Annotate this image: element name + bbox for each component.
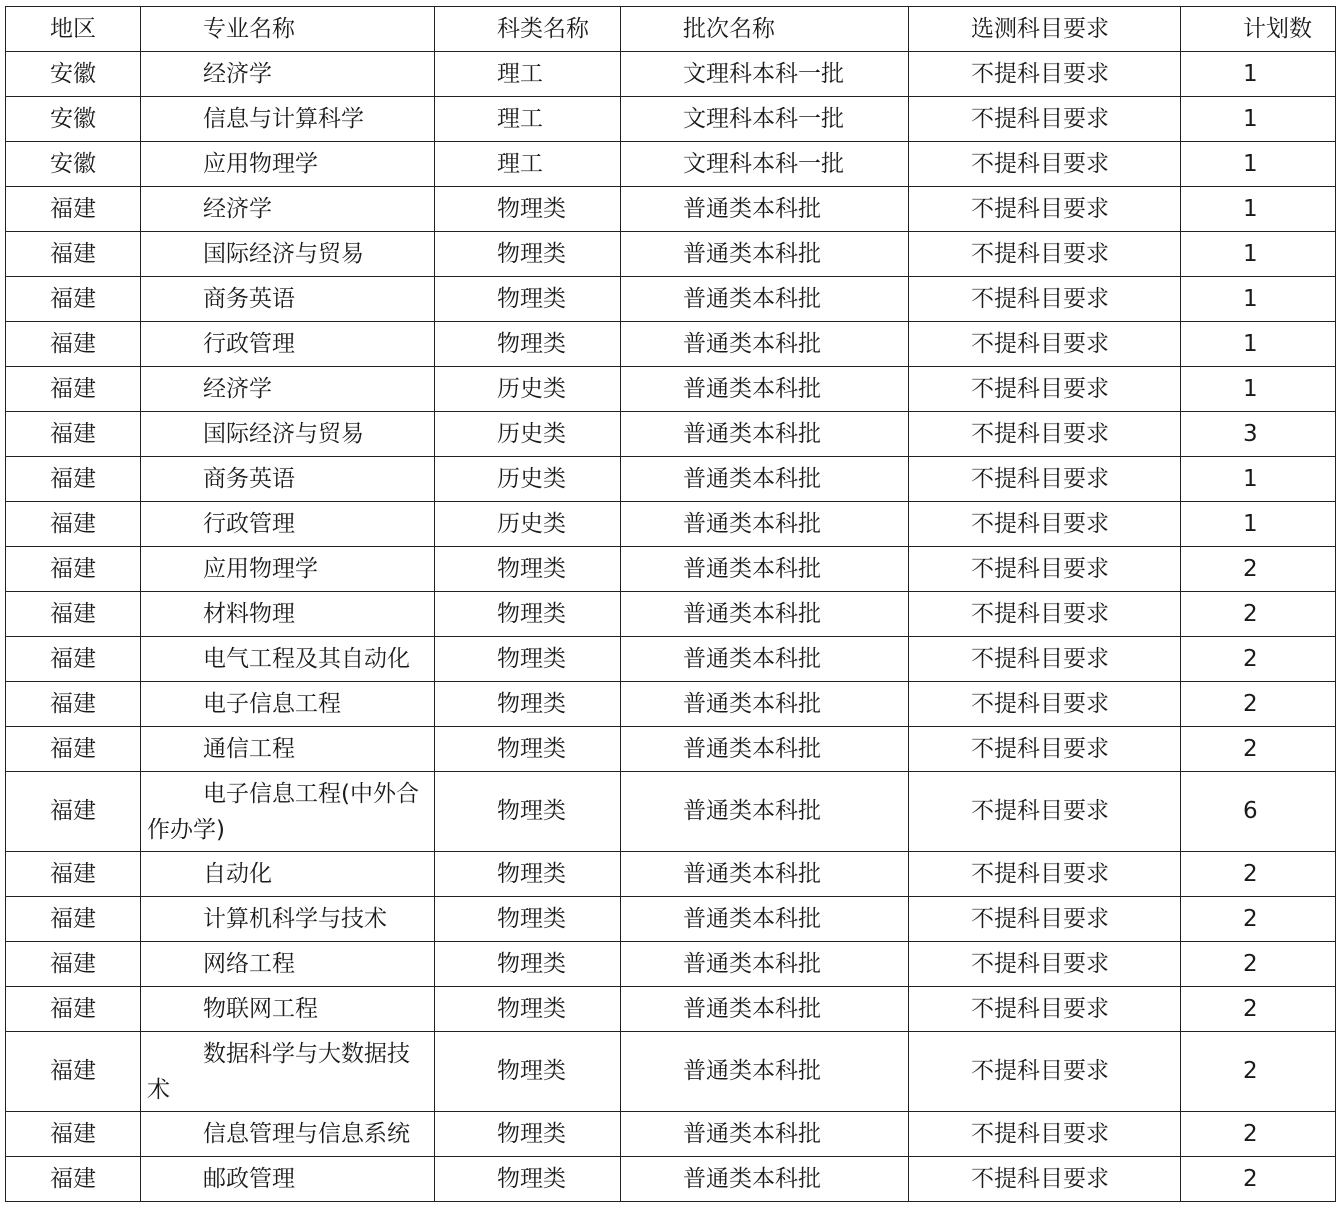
plan-count-cell: 2 <box>1181 987 1336 1032</box>
major-cell <box>141 277 435 322</box>
subject-category-cell: 物理类 <box>435 547 621 592</box>
subject-category-cell: 理工 <box>435 52 621 97</box>
header-row <box>6 7 1336 52</box>
requirement-cell: 不提科目要求 <box>909 277 1181 322</box>
requirement-cell: 不提科目要求 <box>909 187 1181 232</box>
requirement-cell: 不提科目要求 <box>909 852 1181 897</box>
plan-count-cell: 2 <box>1181 727 1336 772</box>
table-row <box>6 637 1336 682</box>
plan-count-cell: 2 <box>1181 942 1336 987</box>
plan-count-cell: 2 <box>1181 1157 1336 1202</box>
subject-category-cell: 历史类 <box>435 457 621 502</box>
major-text: 电气工程及其自动化 <box>203 645 410 672</box>
region-cell: 福建 <box>6 987 141 1032</box>
header-count: 计划数 <box>1181 7 1336 52</box>
batch-cell: 普通类本科批 <box>621 412 909 457</box>
region-cell: 福建 <box>6 1112 141 1157</box>
major-cell <box>141 502 435 547</box>
table-row <box>6 412 1336 457</box>
subject-category-cell: 物理类 <box>435 232 621 277</box>
plan-count-cell: 1 <box>1181 232 1336 277</box>
major-cell <box>141 637 435 682</box>
subject-category-cell: 物理类 <box>435 277 621 322</box>
batch-cell: 普通类本科批 <box>621 682 909 727</box>
table-row <box>6 942 1336 987</box>
major-cell <box>141 942 435 987</box>
major-cell <box>141 1112 435 1157</box>
batch-cell: 文理科本科一批 <box>621 97 909 142</box>
major-text: 行政管理 <box>203 330 295 357</box>
subject-category-cell: 理工 <box>435 97 621 142</box>
batch-cell: 普通类本科批 <box>621 232 909 277</box>
major-cell <box>141 412 435 457</box>
batch-cell: 普通类本科批 <box>621 187 909 232</box>
table-row <box>6 1112 1336 1157</box>
batch-cell: 普通类本科批 <box>621 367 909 412</box>
major-text: 信息与计算科学 <box>203 105 364 132</box>
batch-cell: 普通类本科批 <box>621 277 909 322</box>
plan-count-cell: 1 <box>1181 457 1336 502</box>
batch-cell: 普通类本科批 <box>621 942 909 987</box>
subject-category-cell: 历史类 <box>435 367 621 412</box>
region-cell: 福建 <box>6 637 141 682</box>
major-cell <box>141 322 435 367</box>
table-row <box>6 232 1336 277</box>
major-text: 电子信息工程(中外合作办学) <box>147 780 419 843</box>
region-cell: 福建 <box>6 942 141 987</box>
region-cell: 福建 <box>6 547 141 592</box>
plan-count-cell: 1 <box>1181 322 1336 367</box>
table-row <box>6 187 1336 232</box>
subject-category-cell: 历史类 <box>435 412 621 457</box>
table-row <box>6 727 1336 772</box>
batch-cell: 普通类本科批 <box>621 1112 909 1157</box>
region-cell: 福建 <box>6 897 141 942</box>
major-cell <box>141 1157 435 1202</box>
major-cell <box>141 727 435 772</box>
subject-category-cell: 物理类 <box>435 897 621 942</box>
plan-count-cell: 2 <box>1181 852 1336 897</box>
requirement-cell: 不提科目要求 <box>909 637 1181 682</box>
plan-count-cell: 2 <box>1181 682 1336 727</box>
subject-category-cell: 物理类 <box>435 682 621 727</box>
major-cell <box>141 987 435 1032</box>
requirement-cell: 不提科目要求 <box>909 502 1181 547</box>
subject-category-cell: 物理类 <box>435 1032 621 1112</box>
requirement-cell: 不提科目要求 <box>909 727 1181 772</box>
requirement-cell: 不提科目要求 <box>909 942 1181 987</box>
header-batch: 批次名称 <box>621 7 909 52</box>
header-region: 地区 <box>6 7 141 52</box>
major-text: 材料物理 <box>203 600 295 627</box>
major-cell <box>141 772 435 852</box>
subject-category-cell: 物理类 <box>435 852 621 897</box>
table-row <box>6 52 1336 97</box>
header-subject: 科类名称 <box>435 7 621 52</box>
plan-count-cell: 2 <box>1181 637 1336 682</box>
table-row <box>6 592 1336 637</box>
plan-count-cell: 3 <box>1181 412 1336 457</box>
major-text: 国际经济与贸易 <box>203 420 364 447</box>
major-text: 行政管理 <box>203 510 295 537</box>
major-cell <box>141 1032 435 1112</box>
major-text: 物联网工程 <box>203 995 318 1022</box>
region-cell: 福建 <box>6 502 141 547</box>
major-cell <box>141 97 435 142</box>
major-text: 经济学 <box>203 195 272 222</box>
requirement-cell: 不提科目要求 <box>909 772 1181 852</box>
plan-count-cell: 1 <box>1181 367 1336 412</box>
table-row <box>6 502 1336 547</box>
major-cell <box>141 232 435 277</box>
region-cell: 福建 <box>6 772 141 852</box>
table-row <box>6 277 1336 322</box>
plan-count-cell: 1 <box>1181 502 1336 547</box>
major-text: 经济学 <box>203 60 272 87</box>
region-cell: 福建 <box>6 322 141 367</box>
region-cell: 福建 <box>6 852 141 897</box>
subject-category-cell: 物理类 <box>435 1112 621 1157</box>
batch-cell: 文理科本科一批 <box>621 142 909 187</box>
table-body <box>6 7 1336 1202</box>
major-cell <box>141 142 435 187</box>
requirement-cell: 不提科目要求 <box>909 412 1181 457</box>
batch-cell: 普通类本科批 <box>621 592 909 637</box>
table-row <box>6 897 1336 942</box>
major-cell <box>141 852 435 897</box>
major-cell <box>141 897 435 942</box>
major-text: 商务英语 <box>203 465 295 492</box>
major-text: 信息管理与信息系统 <box>203 1120 410 1147</box>
plan-count-cell: 2 <box>1181 547 1336 592</box>
batch-cell: 普通类本科批 <box>621 547 909 592</box>
subject-category-cell: 物理类 <box>435 987 621 1032</box>
batch-cell: 普通类本科批 <box>621 457 909 502</box>
plan-count-cell: 2 <box>1181 592 1336 637</box>
table-row <box>6 772 1336 852</box>
major-text: 自动化 <box>203 860 272 887</box>
requirement-cell: 不提科目要求 <box>909 232 1181 277</box>
batch-cell: 文理科本科一批 <box>621 52 909 97</box>
major-cell <box>141 592 435 637</box>
table-row <box>6 322 1336 367</box>
requirement-cell: 不提科目要求 <box>909 682 1181 727</box>
major-cell <box>141 682 435 727</box>
batch-cell: 普通类本科批 <box>621 897 909 942</box>
table-row <box>6 547 1336 592</box>
region-cell: 安徽 <box>6 142 141 187</box>
batch-cell: 普通类本科批 <box>621 1032 909 1112</box>
major-text: 通信工程 <box>203 735 295 762</box>
major-text: 应用物理学 <box>203 555 318 582</box>
region-cell: 福建 <box>6 277 141 322</box>
batch-cell: 普通类本科批 <box>621 322 909 367</box>
major-cell <box>141 457 435 502</box>
plan-count-cell: 1 <box>1181 187 1336 232</box>
region-cell: 福建 <box>6 367 141 412</box>
plan-count-cell: 2 <box>1181 1032 1336 1112</box>
requirement-cell: 不提科目要求 <box>909 547 1181 592</box>
major-text: 国际经济与贸易 <box>203 240 364 267</box>
requirement-cell: 不提科目要求 <box>909 367 1181 412</box>
major-text: 经济学 <box>203 375 272 402</box>
table-row <box>6 142 1336 187</box>
subject-category-cell: 物理类 <box>435 637 621 682</box>
plan-count-cell: 1 <box>1181 52 1336 97</box>
table-row <box>6 367 1336 412</box>
major-cell <box>141 52 435 97</box>
batch-cell: 普通类本科批 <box>621 727 909 772</box>
batch-cell: 普通类本科批 <box>621 852 909 897</box>
subject-category-cell: 物理类 <box>435 942 621 987</box>
region-cell: 福建 <box>6 187 141 232</box>
batch-cell: 普通类本科批 <box>621 502 909 547</box>
table-row <box>6 1032 1336 1112</box>
region-cell: 福建 <box>6 592 141 637</box>
subject-category-cell: 历史类 <box>435 502 621 547</box>
major-cell <box>141 367 435 412</box>
major-cell <box>141 547 435 592</box>
subject-category-cell: 物理类 <box>435 592 621 637</box>
requirement-cell: 不提科目要求 <box>909 142 1181 187</box>
subject-category-cell: 物理类 <box>435 772 621 852</box>
requirement-cell: 不提科目要求 <box>909 592 1181 637</box>
subject-category-cell: 物理类 <box>435 322 621 367</box>
batch-cell: 普通类本科批 <box>621 1157 909 1202</box>
table-row <box>6 987 1336 1032</box>
header-major: 专业名称 <box>141 7 435 52</box>
region-cell: 安徽 <box>6 52 141 97</box>
region-cell: 福建 <box>6 232 141 277</box>
requirement-cell: 不提科目要求 <box>909 1032 1181 1112</box>
subject-category-cell: 物理类 <box>435 727 621 772</box>
table-row <box>6 852 1336 897</box>
requirement-cell: 不提科目要求 <box>909 1112 1181 1157</box>
requirement-cell: 不提科目要求 <box>909 457 1181 502</box>
batch-cell: 普通类本科批 <box>621 987 909 1032</box>
enrollment-plan-table <box>5 6 1336 1202</box>
plan-count-cell: 2 <box>1181 1112 1336 1157</box>
region-cell: 福建 <box>6 457 141 502</box>
region-cell: 福建 <box>6 727 141 772</box>
region-cell: 福建 <box>6 1032 141 1112</box>
major-text: 计算机科学与技术 <box>203 905 387 932</box>
requirement-cell: 不提科目要求 <box>909 322 1181 367</box>
requirement-cell: 不提科目要求 <box>909 97 1181 142</box>
major-text: 应用物理学 <box>203 150 318 177</box>
subject-category-cell: 物理类 <box>435 1157 621 1202</box>
table-row <box>6 97 1336 142</box>
major-text: 数据科学与大数据技术 <box>147 1040 410 1103</box>
region-cell: 安徽 <box>6 97 141 142</box>
table-row <box>6 457 1336 502</box>
table-row <box>6 1157 1336 1202</box>
requirement-cell: 不提科目要求 <box>909 897 1181 942</box>
plan-count-cell: 1 <box>1181 277 1336 322</box>
batch-cell: 普通类本科批 <box>621 772 909 852</box>
requirement-cell: 不提科目要求 <box>909 52 1181 97</box>
header-requirement: 选测科目要求 <box>909 7 1181 52</box>
plan-count-cell: 1 <box>1181 97 1336 142</box>
subject-category-cell: 理工 <box>435 142 621 187</box>
major-cell <box>141 187 435 232</box>
table-row <box>6 682 1336 727</box>
major-text: 电子信息工程 <box>203 690 341 717</box>
region-cell: 福建 <box>6 682 141 727</box>
plan-count-cell: 2 <box>1181 897 1336 942</box>
plan-count-cell: 1 <box>1181 142 1336 187</box>
region-cell: 福建 <box>6 1157 141 1202</box>
major-text: 邮政管理 <box>203 1165 295 1192</box>
subject-category-cell: 物理类 <box>435 187 621 232</box>
requirement-cell: 不提科目要求 <box>909 987 1181 1032</box>
region-cell: 福建 <box>6 412 141 457</box>
major-text: 商务英语 <box>203 285 295 312</box>
major-text: 网络工程 <box>203 950 295 977</box>
requirement-cell: 不提科目要求 <box>909 1157 1181 1202</box>
batch-cell: 普通类本科批 <box>621 637 909 682</box>
plan-count-cell: 6 <box>1181 772 1336 852</box>
